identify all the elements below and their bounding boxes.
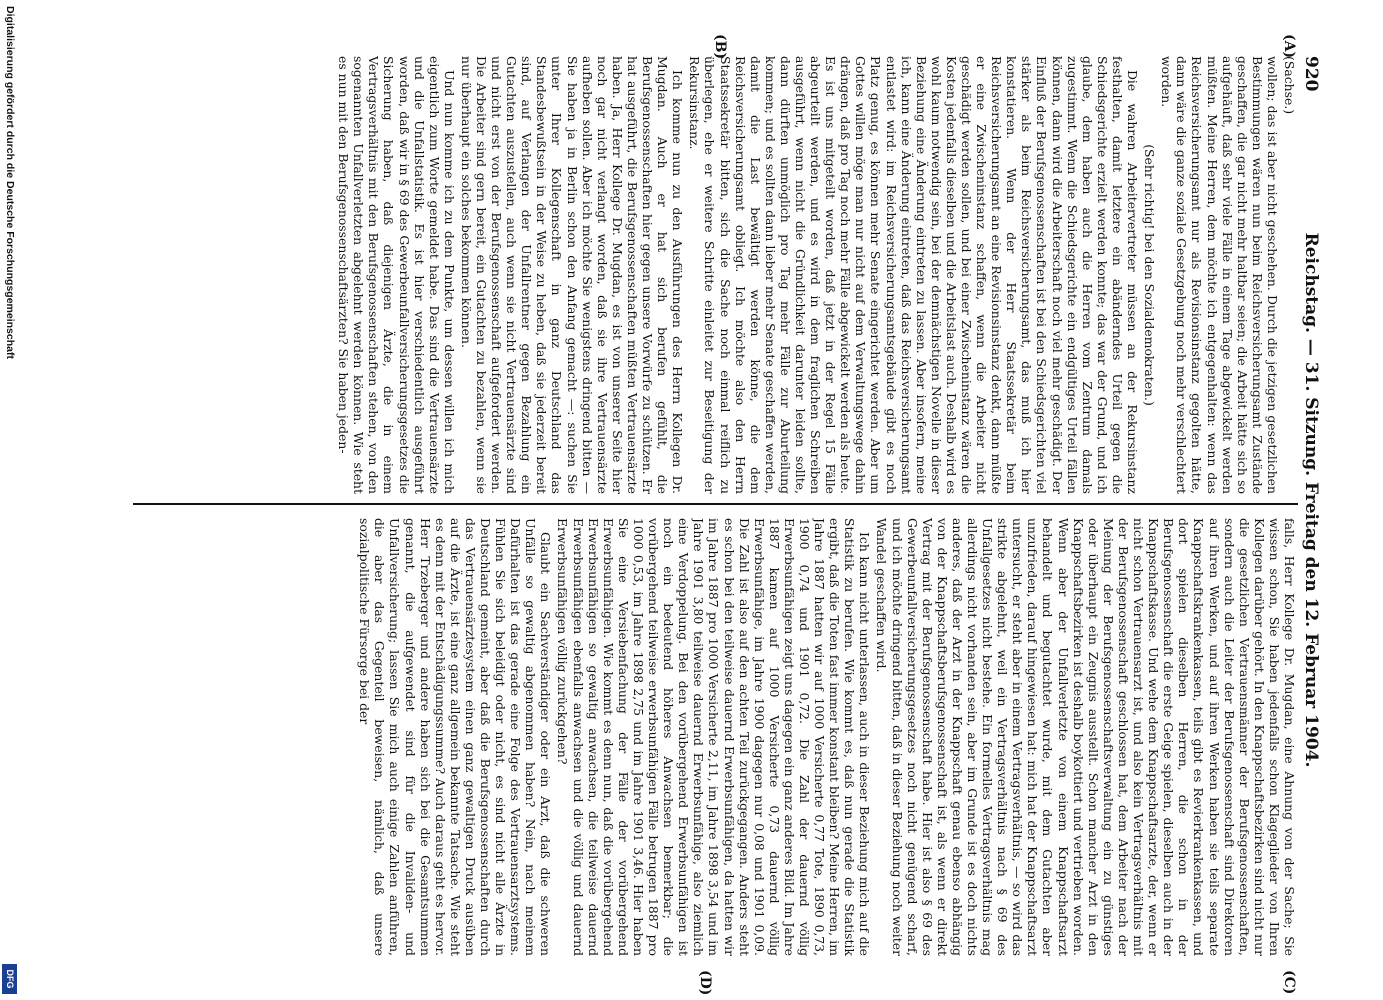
column-divider bbox=[133, 503, 1298, 505]
margin-marker-b: (B) bbox=[712, 34, 728, 60]
speaker-label: (Sachse.) bbox=[1282, 56, 1297, 115]
paragraph: Ich komme nun zu den Ausführungen des Herrn Kollegen Dr. Mugdan. Auch er hat sich berufen gefühlt, die Berufsgenossenschaften hier gegen unsere Vorwürfe zu schützen. Er hat ausgeführt, die Berufsgenossenschaften müßten Vertrauensärzte haben. Ja, Herr Kollege Dr. Mugdan, es ist von unserer Seite hier noch gar nicht verlangt worden, daß sie ihre Vertrauensärzte aufheben sollen. Aber ich möchte Sie wenigstens dringend bitten — Sie haben ja in Berlin schon den Anfang gemacht —: suchen Sie unter Ihrer Kollegenschaft in ganz Deutschland das Standesbewußtsein in der Weise zu heben, daß sie jederzeit bereit sind, auf Verlangen der Unfallrentner gegen Bezahlung ein Gutachten auszustellen, auch wenn sie nicht Vertrauensärzte sind und nicht erst von der Berufsgenossenschaft aufgefordert werden. Die Arbeiter sind gern bereit, ein Gutachten zu bezahlen, wenn sie nur überhaupt ein solches bekommen können. bbox=[458, 56, 686, 494]
paragraph: wollen; das ist aber nicht geschehen. Durch die jetzigen gesetzlichen Bestimmungen wären nun beim Reichsversicherungsamt Zustände geschaffen, die gar nicht mehr haltbar seien; die Arbeit hätte sich so aufgehäuft, daß sehr viele Fälle in einem Tage abgewickelt werden müßten. Meine Herren, dem möchte ich entgegenhalten: wenn das Reichsversicherungsamt nur als Revisionsinstanz gegolten hätte, dann wäre die ganze soziale Gesetzgebung noch mehr verschlechtert worden. bbox=[1159, 56, 1280, 494]
margin-marker-d: (D) bbox=[697, 970, 713, 996]
paragraph: falls, Herr Kollege Dr. Mugdan, eine Ahnung von der Sache; Sie wissen schon, Sie haben jedenfalls schon Klageglieder von Ihren Kollegen darüber gehört. In den Knappschaftsbezirken sind nicht nur die gesetzlichen Vertrauensmänner der Berufsgenossenschaften, sondern auch die Leiter der Berufsgenossenschaft sind Direktoren auf ihren Werken, und auf ihren Werken haben sie teils separate Knappschaftskrankenkassen, teils gibt es Revierkrankenkassen, und dort spielen dieselben Herren, die schon in der Berufsgenossenschaft die erste Geige spielen, dieselben auch in der Knappschaftskasse. Und wehe dem Knappschaftsarzte, der, wenn er nicht schon Vertrauensarzt ist, und also kein Vertragsverhältnis mit der Berufsgenossenschaft geschlossen hat, dem Arbeiter nach der Meinung der Berufsgenossenschaftsverwaltung ein zu günstiges oder überhaupt ein Zeugnis ausstellt. Schon mancher Arzt in den Knappschaftsbezirken ist deshalb boykottiert und vertrieben worden. Wenn aber der Unfallverletzte von einem Knappschaftsarzt behandelt und begutachtet wurde, mit dem Gutachten aber unzufrieden, darauf hingewiesen hat: mich hat der Knappschaftsarzt untersucht, er steht aber in einem Vertragsverhältnis, — so wird das strikte abgelehnt, weil ein Vertragsverhältnis nach § 69 des Unfallgesetzes nicht bestehe. Ein formelles Vertragsverhältnis mag allerdings nicht vorhanden sein, aber im Grunde ist es doch nichts anderes, daß der Arzt in der Knappschaft genau ebenso abhängig von der Knappschaftsberufsgenossenschaft ist, als wenn er direkt Vertrag mit der Berufsgenossenschaft habe. Hier ist also § 69 des Gewerbeunfallversicherungsgesetzes noch nicht genügend scharf, und ich möchte dringend bitten, daß in dieser Beziehung noch weiter Wandel geschaffen wird. bbox=[874, 518, 1297, 956]
left-text-column bbox=[137, 56, 1297, 494]
paragraph: Die wahren Arbeitervertreter müssen an der Rekursinstanz festhalten, damit letztere ein abänderndes Urteil gegen die Schiedsgerichte erzielt werden konnte; das war der Grund, und ich glaube, dem haben auch die Herren vom Zentrum damals zugestimmt. Wenn die Schiedsgerichte ein endgültiges Urteil fällen können, dann wird die Arbeiterschaft noch viel mehr geschädigt. Der Einfluß der Berufsgenossenschaften ist bei den Schiedsgerichten viel stärker als beim Reichsversicherungsamt, das muß ich hier konstatieren. Wenn der Herr Staatssekretär beim Reichsversicherungsamt an eine Revisionsinstanz denkt, dann müßte er eine Zwischeninstanz schaffen, wenn die Arbeiter nicht geschädigt werden sollen, und bei einer Zwischeninstanz wären die Kosten jedenfalls dieselben und die Arbeitslast auch. Deshalb wird es wohl kaum notwendig sein, bei der demnächstigen Novelle in dieser Beziehung eine Änderung eintreten zu lassen. Aber insofern, meine ich, kann eine Änderung eintreten, daß das Reichsversicherungsamt entlastet wird: im Reichsversicherungsamtsgebäude gibt es noch Platz genug, es können mehr Senate eingerichtet werden. Aber um Gottes willen möge man nur nicht auf dem Verwaltungswege dahin drängen, daß pro Tag noch mehr Fälle abgewickelt werden als heute. Es ist uns mitgeteilt worden, daß jetzt in der Regel 15 Fälle abgeurteilt werden, und es wird in dem fraglichen Schreiben ausgeführt, wenn nicht die Gründlichkeit darunter leiden sollte, dann dürften unmöglich pro Tag mehr Fälle zur Aburteilung kommen; und es sollten dann lieber mehr Senate geschaffen werden, damit die Last bewältigt werden könne, die dem Reichsversicherungsamt obliegt. Ich möchte also den Herrn Staatssekretär bitten, sich die Sache noch einmal reiflich zu überlegen, ehe er weitere Schritte einleitet zur Beseitigung der Rekursinstanz. bbox=[687, 56, 1141, 494]
paragraph: Glaubt ein Sachverständiger oder ein Arzt, daß die schweren Unfälle so gewaltig abgenommen haben? Nein, nach meinem Dafürhalten ist das gerade eine Folge des Vertrauensarztsystems. Fühlen Sie sich beleidigt oder nicht, es sind nicht alle Ärzte in Deutschland gemeint, aber daß die Berufsgenossenschaften durch das Vertrauensärztesystem einen ganz gewaltigen Druck ausüben auf die Ärzte, ist eine ganz allgemein bekannte Tatsache. Wie steht es denn mit der Entschädigungssumme? Auch daraus geht es hervor. Herr Trzeberger und andere haben sich bei die Gesamtsummen genannt, die aufgewendet sind für die Invaliden- und Unfallversicherung; lassen Sie mich auch einige Zahlen anführen, die aber das Gegenteil beweisen, nämlich, daß unsere sozialpolitische Fürsorge bei der bbox=[357, 518, 554, 956]
margin-marker-a: (A) bbox=[1281, 34, 1297, 59]
paragraph: Ich kann nicht unterlassen, auch in dieser Beziehung mich auf die Statistik zu berufen. Wie kommt es, daß nun gerade die Statistik ergibt, daß die Toten fast immer konstant bleiben? Meine Herren, im Jahre 1887 hatten wir auf 1000 Versicherte 0,77 Tote, 1890 0,73, 1900 0,74 und 1901 0,72. Die Zahl der dauernd völlig Erwerbsunfähigen zeigt uns dagegen ein ganz anderes Bild. Im Jahre 1887 kamen auf 1000 Versicherte 0,73 dauernd völlig Erwerbsunfähige, im Jahre 1900 dagegen nur 0,08 und 1901 0,09. Die Zahl ist also auf den achten Teil zurückgegangen. Anders steht es schon bei den teilweise dauernd Erwerbsunfähigen, da hatten wir im Jahre 1887 pro 1000 Versicherte 2,11, im Jahre 1898 3,54 und im Jahre 1901 3,80 teilweise dauernd Erwerbsunfähige, also ziemlich eine Verdoppelung. Bei den vorübergehend Erwerbsunfähigen ist noch ein bedeutend höheres Anwachsen bemerkbar; die vorübergehend teilweise erwerbsunfähigen Fälle betrugen 1887 pro 1000 0,53, im Jahre 1898 2,75 und im Jahre 1901 3,46. Hier haben Sie eine Versiebenfachung der Fälle der vorübergehend Erwerbsunfähigen. Wie kommt es denn nun, daß die vorübergehend Erwerbsunfähigen so gewaltig anwachsen, die teilweise dauernd Erwerbsunfähigen ebenfalls anwachsen und die völlig und dauernd Erwerbsunfähigen völlig zurückgehen? bbox=[555, 518, 873, 956]
margin-marker-c: (C) bbox=[1281, 970, 1297, 995]
running-header: Reichstag. — 31. Sitzung. Freitag den 12. Februar 1904. bbox=[1301, 232, 1321, 768]
paragraph: Und nun komme ich zu dem Punkte, um dessen willen ich mich eigentlich zum Worte gemeldet habe. Das sind die Vertrauensärzte und die Unfallstatistik. Es ist hier verschiedentlich ausgeführt worden, daß wir in § 69 des Gewerbeunfallversicherungsgesetzes die Sicherung haben, daß diejenigen Ärzte, die in einem Vertragsverhältnis mit den Berufsgenossenschaften stehen, von den sogenannten Unfallverletzten abgelehnt werden können. Wie steht es nun mit den Berufsgenossenschaftsärzten? Sie haben jeden- bbox=[336, 56, 457, 494]
footer-credit: Digitalisierung gefördert durch die Deutsche Forschungsgemeinschaft bbox=[4, 6, 16, 359]
right-text-column bbox=[137, 518, 1297, 956]
digitization-footer bbox=[0, 0, 17, 1000]
page-number: 920 bbox=[1301, 56, 1321, 92]
interjection: (Sehr richtig! bei den Sozialdemokraten.) bbox=[1142, 144, 1158, 406]
dfg-logo: DFG bbox=[2, 964, 17, 994]
